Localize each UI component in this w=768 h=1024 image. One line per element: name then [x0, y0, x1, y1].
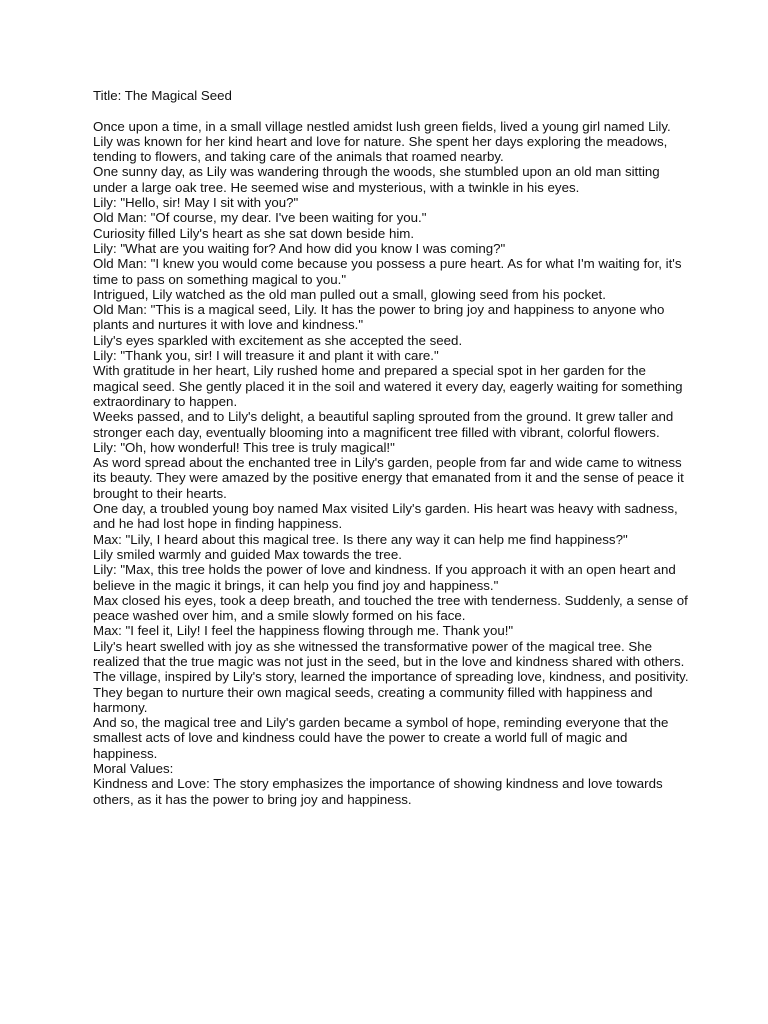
- dialogue-line: Lily: "Max, this tree holds the power of love and kindness. If you approach it with an open heart and believe in the magic it brings, it can help you find joy and happiness.": [93, 562, 676, 593]
- dialogue-line: Lily: "Hello, sir! May I sit with you?": [93, 195, 299, 211]
- paragraph: One sunny day, as Lily was wandering through the woods, she stumbled upon an old man sitting under a large oak tree. He seemed wise and mysterious, with a twinkle in his eyes.: [93, 164, 660, 195]
- document-title: Title: The Magical Seed: [93, 88, 232, 103]
- paragraph: One day, a troubled young boy named Max visited Lily's garden. His heart was heavy with sadness, and he had lost hope in finding happiness.: [93, 501, 678, 532]
- paragraph: Lily smiled warmly and guided Max towards the tree.: [93, 546, 402, 562]
- paragraph: As word spread about the enchanted tree in Lily's garden, people from far and wide came to witness its beauty. They were amazed by the positive energy that emanated from it and the sense of peace it brought to their hearts.: [93, 455, 684, 501]
- dialogue-line: Max: "I feel it, Lily! I feel the happiness flowing through me. Thank you!": [93, 623, 514, 639]
- moral-value-item: Kindness and Love: The story emphasizes the importance of showing kindness and love towards others, as it has the power to bring joy and happiness.: [93, 776, 663, 807]
- dialogue-line: Lily: "What are you waiting for? And how did you know I was coming?": [93, 240, 506, 256]
- document-body: [93, 88, 693, 807]
- paragraph: And so, the magical tree and Lily's garden became a symbol of hope, reminding everyone that the smallest acts of love and kindness could have the power to create a world full of magic and happiness.: [93, 715, 669, 761]
- paragraph: Max closed his eyes, took a deep breath, and touched the tree with tenderness. Suddenly, a sense of peace washed over him, and a smile slowly formed on his face.: [93, 592, 688, 624]
- paragraph: The village, inspired by Lily's story, learned the importance of spreading love, kindness, and positivity. They began to nurture their own magical seeds, creating a community filled with happiness and harmony.: [93, 669, 689, 715]
- paragraph: Intrigued, Lily watched as the old man pulled out a small, glowing seed from his pocket.: [93, 286, 606, 302]
- paragraph: Curiosity filled Lily's heart as she sat down beside him.: [93, 225, 415, 241]
- paragraph: Lily's heart swelled with joy as she witnessed the transformative power of the magical tree. She realized that the true magic was not just in the seed, but in the love and kindness shared with others.: [93, 638, 685, 669]
- dialogue-line: Old Man: "Of course, my dear. I've been waiting for you.": [93, 210, 427, 226]
- paragraph: With gratitude in her heart, Lily rushed home and prepared a special spot in her garden for the magical seed. She gently placed it in the soil and watered it every day, eagerly waiting for something extraordinary to happen.: [93, 363, 683, 409]
- dialogue-line: Lily: "Oh, how wonderful! This tree is truly magical!": [93, 439, 395, 455]
- dialogue-line: Lily: "Thank you, sir! I will treasure it and plant it with care.": [93, 348, 439, 364]
- paragraph: Once upon a time, in a small village nestled amidst lush green fields, lived a young girl named Lily. Lily was known for her kind heart and love for nature. She spent her days exploring the meadows, tending to flowers, and taking care of the animals that roamed nearby.: [93, 118, 671, 165]
- paragraph: Lily's eyes sparkled with excitement as she accepted the seed.: [93, 332, 463, 348]
- paragraph: Weeks passed, and to Lily's delight, a beautiful sapling sprouted from the ground. It grew taller and stronger each day, eventually blooming into a magnificent tree filled with vibrant, colorful flowers.: [93, 409, 674, 440]
- dialogue-line: Max: "Lily, I heard about this magical tree. Is there any way it can help me find happiness?": [93, 531, 628, 547]
- dialogue-line: Old Man: "I knew you would come because you possess a pure heart. As for what I'm waiting for, it's time to pass on something magical to you.": [93, 256, 682, 287]
- dialogue-line: Old Man: "This is a magical seed, Lily. It has the power to bring joy and happiness to anyone who plants and nurtures it with love and kindness.": [93, 302, 665, 333]
- moral-values-heading: Moral Values:: [93, 761, 174, 777]
